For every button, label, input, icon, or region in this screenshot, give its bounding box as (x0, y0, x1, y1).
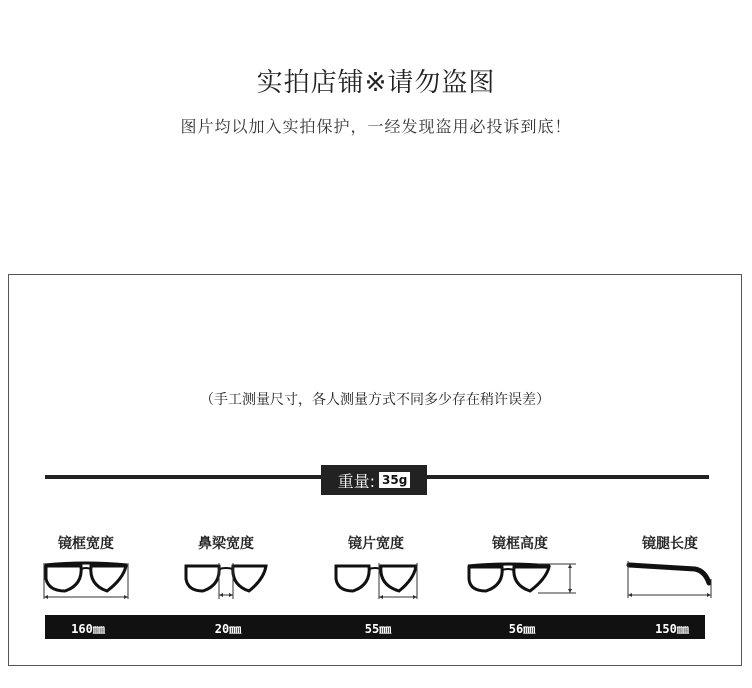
measurement-values-bar (45, 615, 705, 639)
frame-width-icon (41, 557, 131, 601)
weight-value: 35g (379, 472, 410, 488)
measurement-label: 镜框高度 (492, 536, 548, 552)
temple-length-icon (625, 557, 715, 601)
page-title: 实拍店铺※请勿盗图 (256, 68, 496, 98)
measurement-label: 镜腿长度 (642, 536, 698, 552)
measurement-panel (8, 274, 742, 666)
measurement-item-frame-width (21, 533, 151, 601)
measurement-value: 20㎜ (214, 622, 242, 636)
measurement-item-frame-height (455, 533, 585, 601)
measurement-item-bridge-width (161, 533, 291, 601)
weight-label: 重量: (337, 471, 376, 491)
measurement-item-temple-length (605, 533, 735, 601)
measurement-value: 56㎜ (508, 622, 536, 636)
bridge-width-icon (181, 557, 271, 601)
weight-badge (321, 465, 427, 495)
measurement-label: 镜片宽度 (348, 536, 404, 552)
lens-width-icon (331, 557, 421, 601)
measurement-label: 鼻梁宽度 (198, 536, 254, 552)
frame-height-icon (460, 557, 580, 601)
measurement-value: 150㎜ (655, 622, 689, 636)
page-subtitle: 图片均以加入实拍保护，一经发现盗用必投诉到底！ (180, 117, 572, 136)
measurement-item-lens-width (311, 533, 441, 601)
measurement-items (9, 533, 741, 613)
measurement-value: 55㎜ (364, 622, 392, 636)
measurement-value: 160㎜ (71, 622, 105, 636)
measurement-label: 镜框宽度 (58, 536, 114, 552)
measurement-note: （手工测量尺寸，各人测量方式不同多少存在稍许误差） (200, 392, 550, 408)
